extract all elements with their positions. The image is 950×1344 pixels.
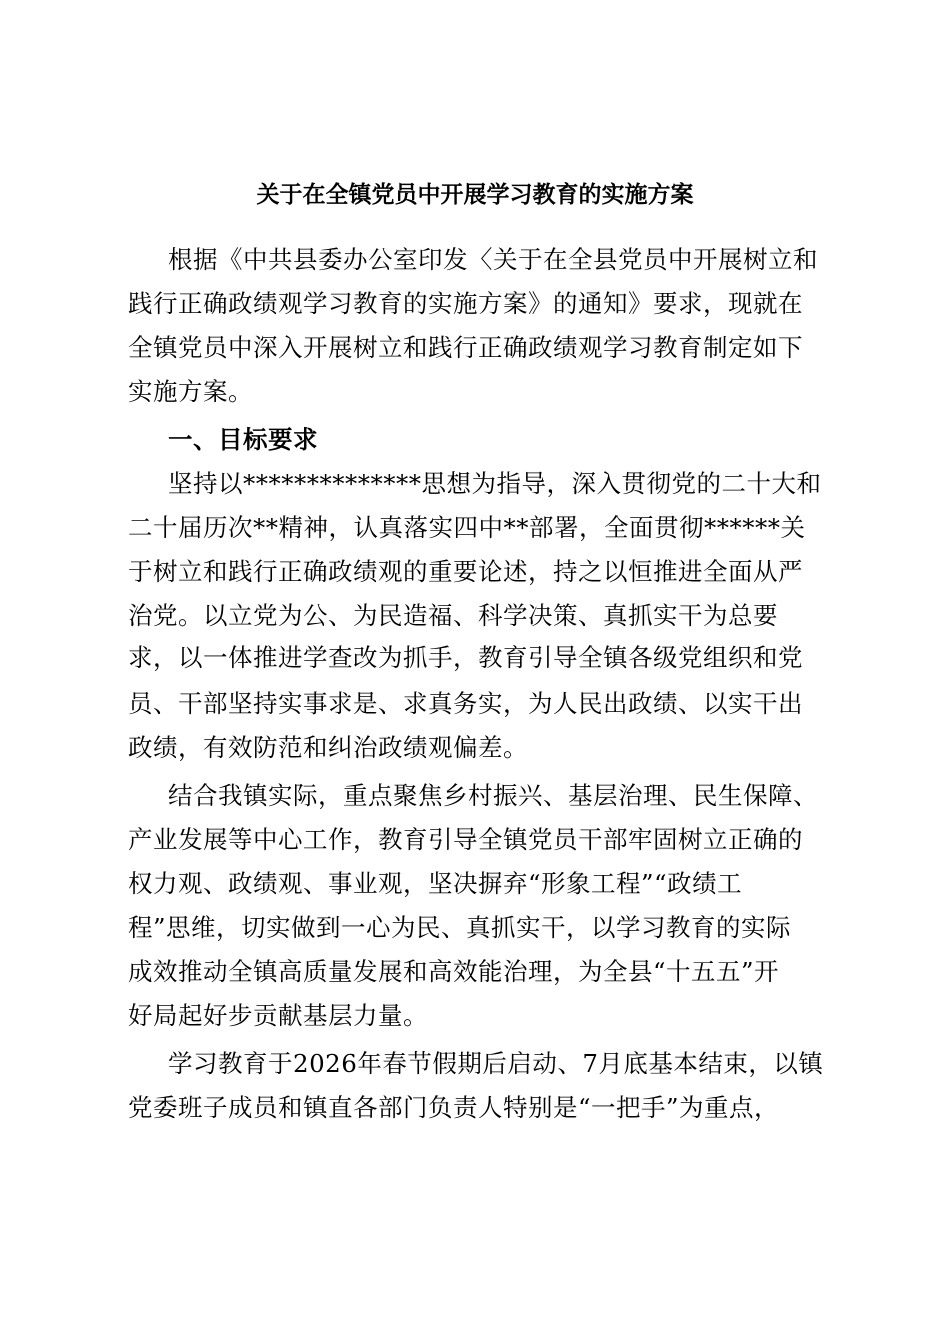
paragraph-line: 学习教育于2026年春节假期后启动、7月底基本结束，以镇 [168,1049,824,1078]
paragraph-line: 产业发展等中心工作，教育引导全镇党员干部牢固树立正确的 [128,825,803,854]
paragraph-line: 成效推动全镇高质量发展和高效能治理，为全县“十五五”开 [128,957,780,986]
paragraph-line: 结合我镇实际，重点聚焦乡村振兴、基层治理、民生保障、 [168,781,818,810]
section-heading: 一、目标要求 [168,425,318,454]
paragraph-line: 于树立和践行正确政绩观的重要论述，持之以恒推进全面从严 [128,557,803,586]
paragraph-line: 好局起好步贡献基层力量。 [128,1001,428,1030]
paragraph-line: 党委班子成员和镇直各部门负责人特别是“一把手”为重点， [128,1093,780,1122]
paragraph-line: 政绩，有效防范和纠治政绩观偏差。 [128,733,528,762]
paragraph-line: 权力观、政绩观、事业观，坚决摒弃“形象工程”“政绩工 [128,869,743,898]
document-title: 关于在全镇党员中开展学习教育的实施方案 [256,181,694,208]
paragraph-line: 根据《中共县委办公室印发〈关于在全县党员中开展树立和 [168,245,818,274]
paragraph-line: 全镇党员中深入开展树立和践行正确政绩观学习教育制定如下 [128,333,803,362]
paragraph-line: 求，以一体推进学查改为抓手，教育引导全镇各级党组织和党 [128,643,803,672]
paragraph-line: 员、干部坚持实事求是、求真务实，为人民出政绩、以实干出 [128,689,803,718]
paragraph-line: 坚持以**************思想为指导，深入贯彻党的二十大和 [168,469,822,498]
paragraph-line: 二十届历次**精神，认真落实四中**部署，全面贯彻******关 [128,513,806,542]
paragraph-line: 践行正确政绩观学习教育的实施方案》的通知》要求，现就在 [128,289,803,318]
paragraph-line: 实施方案。 [128,377,253,406]
paragraph-line: 治党。以立党为公、为民造福、科学决策、真抓实干为总要 [128,601,778,630]
paragraph-line: 程”思维，切实做到一心为民、真抓实干，以学习教育的实际 [128,913,792,942]
